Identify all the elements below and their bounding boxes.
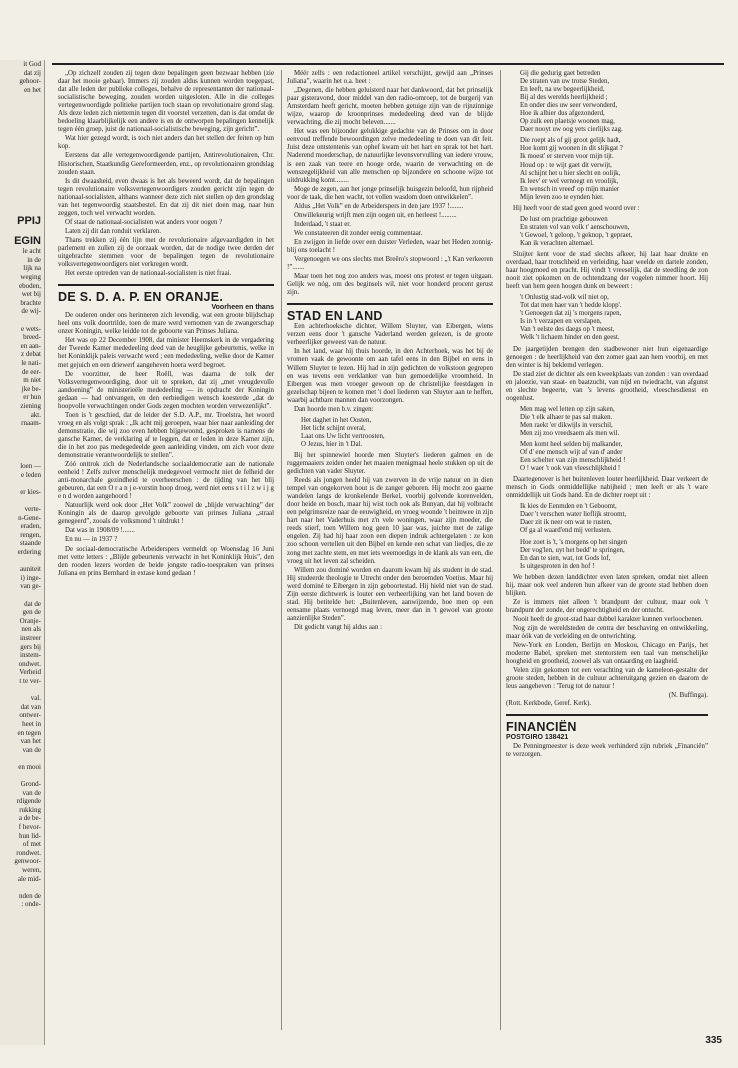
strip-line: nen als xyxy=(21,625,41,634)
strip-line: rondwet. xyxy=(16,848,41,857)
poem xyxy=(520,406,708,473)
strip-line: m niet xyxy=(23,376,41,385)
strip-line: heet in xyxy=(22,719,41,728)
strip-line xyxy=(0,479,44,488)
strip-line xyxy=(0,436,44,445)
poem-line: 't Gewoel, 't geloop, 't geknop, 't gepraet, xyxy=(520,231,633,239)
paragraph: New-York en Londen, Berlijn en Moskou, Chicago en Parijs, het moderne Babel, spreken met stentorstem een taal van menschelijke hoogheid en grootheid, zoowel als van ontaarding en laagheid. xyxy=(506,642,708,666)
strip-line: rnaam- xyxy=(21,419,41,428)
article-heading: DE S. D. A. P. EN ORANJE. xyxy=(58,290,224,305)
paragraph: Nooit heeft de groot-stad haar dubbel karakter kunnen verloochenen. xyxy=(513,615,703,623)
paragraph: De stad ziet de dichter als een kweekplaats van zonden : van overdaad en jaloezie, van staat- en baatzucht, van nijd en twiedracht, van afgunst en slechte begeerte, van 's levens grootheid, vleeschesdienst en oogenlust. xyxy=(506,370,708,402)
strip-line: eraden, xyxy=(20,522,41,531)
poem-line: Daer 't verschen water lieflijk stroomt, xyxy=(520,511,627,519)
poem-line: En straten vol van volk t' aenschouwen, xyxy=(520,223,630,231)
paragraph: Daartegenover is het buitenleven louter heerlijkheid. Daar verkeert de mensch in Gods onmiddellijke nabijheid ; men leeft er als 't ware onmiddellijk uit Gods hand. En de dichter roept uit : xyxy=(506,476,708,500)
paragraph: Nog zijn de wereldsteden de centra der beschaving en ontwikkeling, maar óók van de verleiding en de ontwrichting. xyxy=(506,625,708,641)
strip-line: z debat xyxy=(20,350,41,359)
strip-line xyxy=(0,146,44,155)
strip-line: EGIN xyxy=(14,235,41,248)
strip-line: i) inge- xyxy=(20,573,41,582)
page-number: 335 xyxy=(705,1035,722,1046)
poem-line: Houd op : te wijt gaet dit verwijt, xyxy=(520,161,612,169)
paragraph: Inderdaad, 't staat er. xyxy=(294,220,351,228)
strip-line xyxy=(0,206,44,215)
strip-line: gers bij xyxy=(20,642,41,651)
strip-line: weren, xyxy=(22,866,41,875)
strip-line: van de xyxy=(22,745,41,754)
poem-line: Tot dat men haer van 't hedde klopp'. xyxy=(520,302,622,310)
strip-line: brachte xyxy=(20,298,41,307)
paragraph: Dan hoorde men b.v. zingen: xyxy=(294,405,374,413)
paragraph: Sluijter kent voor de stad slechts afkeer, hij laat haar drukte en overdaad, haar trotschheid en verleiding, haar weelde en dartele zonden, haar hoogmoed en pracht. Hij vindt 't vreeselijk, dat de steedling de zon nooit ziet opkomen en de ochtendzang der vogelen nimmer hoort. Hij heeft van hem geen hoogen dunk en beweert : xyxy=(506,250,708,291)
poem-line: Men zij zoo vreedsaem als men wil. xyxy=(520,429,620,437)
paragraph: Of staat de nationaal-socialisten wat anders voor oogen ? xyxy=(65,218,223,226)
strip-line xyxy=(0,454,44,463)
strip-line: gen de xyxy=(22,608,41,617)
strip-line xyxy=(0,189,44,198)
paragraph: Een achterhoeksche dichter, Willem Sluyter, van Eibergen, wiens verzen eens door 't gansche Vaderland werden gelezen, is de groote verheerlijker geweest van de natuur. xyxy=(287,323,493,347)
strip-line: le acht xyxy=(22,247,41,256)
strip-line: instem- xyxy=(20,651,41,660)
poem-line: 't Genoegen dat zij 's morgens rapen, xyxy=(520,310,622,318)
poem-line: Kan ik verachten altemael. xyxy=(520,239,594,247)
paragraph: In het land, waar hij thuis hoorde, in den Achterhoek, was het bij de vromen vaak de gewoonte om aan tafel eens in den Bijbel en eens in Willem Sluyter te lezen. Hij had in zijn gedichten de volkstoon gegrepen en was tevens een verklanker van hun gemoedelijke vroomheid. In Eibergen was men vroeger gewoon op de christelijke feestdagen in gezelschap bijeen te komen met 't doel liederen van Sluyter aan te heffen, waarbij achtbare mannen dan voorzongen. xyxy=(287,348,493,404)
poem-line: Ik kies de Eenmden en 't Geboomt, xyxy=(520,503,617,511)
poem-line: Die roept als of gij groot gelijk hadt, xyxy=(520,137,621,145)
strip-line xyxy=(0,137,44,146)
article-subheading: Voorheen en thans xyxy=(211,304,274,312)
paragraph: Is dit dwaasheid, even dwaas is het als beweerd wordt, dat de bepalingen tegen revolutionaire volksvertegenwoordigers zouden gericht zijn tegen de nationaal-socialisten, althans wanneer deze zich niet stellen op den grondslag van het tegenwoordig staatsbestel. En dat zij dit niet doen mag, naar hun zeggen, toch wel verwacht worden. xyxy=(58,177,274,217)
strip-line: en aan- xyxy=(20,341,41,350)
strip-line: hun lid- xyxy=(19,831,41,840)
paragraph: Het was een bijzonder gelukkige gedachte van de Prinses om in door eenvoud treffende bewoordingen zelve mededeeling te doen van dit feit. Juist deze ontstentenis van ophef kwam uit het hart en sprak tot het hart. Naderend moederschap, de natuurlijke levensvervulling van iedere vrouw, is een zaak van teere en hooge orde, waarin de verwachting en de wenszegelijkheid van alle menschen op bijzondere en schoone wijze tot uitdrukking komt........ xyxy=(287,128,493,184)
strip-line: of met xyxy=(22,840,41,849)
paragraph: En nu — in 1937 ? xyxy=(65,536,118,544)
strip-line: de wij- xyxy=(21,307,41,316)
strip-line: instreer xyxy=(20,634,41,642)
strip-line xyxy=(0,591,44,600)
poem-line: Op zulk een plaetsje woonen mag, xyxy=(520,118,615,126)
poem xyxy=(520,294,708,342)
strip-line: en het xyxy=(24,85,41,94)
source-line: (Rott. Kerkbode, Geref. Kerk). xyxy=(506,700,592,708)
poem-line: Laat ons Uw licht vertroosten, xyxy=(301,432,385,440)
strip-line: gehoor- xyxy=(19,77,41,86)
strip-line: eboden, xyxy=(19,281,41,290)
poem-line: Men komt heel selden bij malkander, xyxy=(520,441,623,449)
strip-line: ondwet. xyxy=(18,659,41,668)
strip-line xyxy=(0,227,44,236)
strip-line: erdering xyxy=(17,548,41,557)
strip-line xyxy=(0,120,44,129)
paragraph: Het eerste optreden van de nationaal-socialisten is niet fraai. xyxy=(65,270,232,278)
column-divider-1 xyxy=(281,70,282,1030)
poem xyxy=(520,503,708,570)
paragraph: Vergenoegen we ons slechts met Breêro's stopwoord : „'t Kan verkeeren !”....... xyxy=(287,256,493,272)
strip-line xyxy=(0,428,44,437)
paragraph: Bij het spinnewiel hoorde men Sluyter's liederen galmen en de ruggemaaiers zeiden onder het maaien menigmaal heele stukken op uit de gedichten van vader Sluyter. xyxy=(287,451,493,476)
paragraph: Wat hier gezegd wordt, is toch niet anders dan het stellen der feiten op hun kop. xyxy=(58,135,274,151)
strip-line: Verheid xyxy=(19,668,41,677)
column-2 xyxy=(287,70,493,1030)
strip-line: staande xyxy=(20,539,41,548)
poem-line: Al schijnt het u hier slecht en oolijk, xyxy=(520,169,621,177)
strip-line: ziening xyxy=(20,401,41,410)
paragraph: Maar toen het nog zoo anders was, moest ons protest er tegen uitgaan. Gelijk we nóg, om des beginsels wil, niet voor honderd procent gerust zijn. xyxy=(287,273,493,297)
paragraph: Reeds als jongen heeld hij van zwerven in de vrije natuur en in dien tempel van ongekorven hout is de zanger geboren. Hij mocht zoo gaarne wandelen langs de kronkelende Berkel, voorbij golvende korenvelden, door heide en bosch, maar hij wist toch ook als Bunyan, dat hij volbracht een pelgrimsreize naar de eeuwigheid, en vroeg woonde 't heimwee in zijn hart naar het Vaderhuis met z'n vele woningen, waar zijn moeder, die reeds stierf, toen Willem nog geen 10 jaar was, juichte met de zalige engelen. Zij had hij haar zoon een diepen indruk achtergelaten : ze kon zoo schoon vertellen uit den Bijbel en kende een schat van liedjes, die ze zong met zachte stem, en met iets weemoedigs in de klank als van een, die vroeg uit het leven zal scheiden. xyxy=(287,477,493,565)
strip-line: er hun xyxy=(23,393,41,402)
strip-line: er kies- xyxy=(20,487,41,496)
strip-line xyxy=(0,172,44,181)
article-header-stad-en-land xyxy=(287,303,493,323)
paragraph: „Op zichzelf zouden zij tegen deze bepalingen geen bezwaar hebben (zie daar het mooie gebaar). Immers zij zouden aldus kunnen worden toegepast, dat alle leden der publieke colleges, behalve de representanten der nationaal-socialistische beweging, zouden worden uitgesloten. Alle in die colleges vertegenwoordigde politieke partijen toch staan op revolutionaire grond slag. Als deze leden zich niettemin tegen dit voorstel verzetten, dan is dat omdat de bedoeling klaarblijkelijk een andere is en de ontworpen bepalingen kennelijk tegen één groep, juist de nationaal-socialistische beweging, zijn gericht”. xyxy=(58,70,274,134)
paragraph: Dat was in 1908/09 !....... xyxy=(65,527,135,535)
article-heading: STAD EN LAND xyxy=(287,309,383,324)
poem-line: Het licht schijnt overal, xyxy=(301,424,366,432)
paragraph: Moge de zegen, aan het jonge prinselijk huisgezin beloofd, hun rijpheid voor de taak, die hen wacht, tot vollen wasdom doen ontwikkelen”. xyxy=(287,185,493,201)
strip-line: f hevor- xyxy=(18,823,41,832)
strip-line: genwoor- xyxy=(14,857,41,866)
poem-line: En leeft, na uw begeerlijkheid, xyxy=(520,86,605,94)
article-heading: FINANCIËN xyxy=(506,720,577,735)
paragraph: De jaargetijden brengen den stadbewoner niet hun eigenaardige genoegen : de heerlijkheid van den zomer gaat aan hem voorbij, en met den winter is hij beklemd verlegen. xyxy=(506,345,708,369)
strip-line xyxy=(0,155,44,164)
strip-line xyxy=(0,112,44,121)
strip-line: : onde- xyxy=(21,900,41,909)
poem-line: Ik leev' er wel vernoegt en vroolijk, xyxy=(520,177,619,185)
poem-line: Men mag wel letten op zijn saken, xyxy=(520,405,615,413)
article-header-sdap xyxy=(58,284,274,312)
paragraph: Eerstens dat alle vertegenwoordigende partijen, Antirevolutionairen, Chr. Historischen, Staatkundig Gereformeerden, enz., op revolutionairen grondslag zouden staan. xyxy=(58,152,274,176)
strip-line: breed- xyxy=(23,333,41,342)
strip-line: lijk na xyxy=(23,264,41,273)
poem xyxy=(301,417,493,449)
poem-line: En wensch in vreed' op mijn manier xyxy=(520,185,620,193)
strip-line: ale mid- xyxy=(17,874,41,883)
strip-line xyxy=(0,94,44,103)
strip-line: weging xyxy=(20,273,41,282)
paragraph: Thans trekken zij één lijn met de revolutionaire afgevaardigden in het parlement en zullen zij de oorzaak worden, dat de nodige twee derden der uitgebrachte stemmen voor de bepalingen tegen de revolutionaire volksvertegenwoordigers niet verkregen wordt. xyxy=(58,236,274,269)
poem-line: Is in 't verzapen en verslapen, xyxy=(520,318,602,326)
strip-line xyxy=(0,557,44,566)
column-1 xyxy=(58,70,274,1030)
strip-line xyxy=(0,445,44,454)
poem-line: Bij al des werelds heerlijkheid ; xyxy=(520,94,608,102)
postgiro-number: POSTGIRO 138421 xyxy=(506,734,569,742)
strip-line: de eer- xyxy=(21,367,41,376)
paragraph: De Penningmeester is deze week verhinderd zijn rubriek „Financiën” te verzorgen. xyxy=(506,742,708,758)
paragraph: Toen is 't geschied, dat de leider der S.D. A.P., mr. Troelstra, het woord vroeg en als volgt sprak : „Ik acht mij geroepen, waar hier naar aanleiding der demonstratie, die wij zoo even hebben bijgewoond, gesproken is namens de gansche Kamer, de verklaring af te leggen, dat er leden in deze Kamer zijn, die in het zoo pas medegedeelde geen aanleiding vinden, om zich voor deze demonstratie verantwoordelijk te stellen”. xyxy=(58,411,274,460)
paragraph: Willem zou dominé worden en daarom kwam hij als student in de stad. Hij studeerde theologie te Utrecht onder den beroemden Voetius. Maar hij werd dominé te Eibergen in zijn geboortestad. Hij hield niet van de stad. Zijn eerste dichtwerk is louter een verheerlijking van het land boven de stad. Hij betitelde het: „Buitenleven, aanwijzende, hoe men op een eensame plaats vernoegd mag leven, meer dan in 't gewoel van groote aanzienlijke Steden”. xyxy=(287,566,493,622)
strip-line: it God xyxy=(23,60,41,68)
poem-line: Of ga al waard'end mij verlusten. xyxy=(520,527,612,535)
paragraph: Zóó onttrok zich de Nederlandsche sociaaldemocratie aan de nationale eenheid ! Zelfs zulver menschelijk medegevoel vermocht niet de felheid der anti-monarchale gezindheid te overheerschen : de tijding van het blij gebeuren, dat een O r a n j e-vorstin hoop droeg, werd niet eens s t i l z w i j g e n d worden aangehoord ! xyxy=(58,461,274,501)
attribution: (N. Buffinga). xyxy=(668,692,708,700)
paragraph: Natuurlijk werd ook door „Het Volk” zoowel de „blijde verwachting” der Koningin als de daarop gevolgde geboorte van prinses Juliana „straal genegeerd”, zooals de volksmond 't uitdrukt ! xyxy=(58,502,274,526)
strip-line: n-Gene- xyxy=(18,513,41,522)
poem-line: Het daghet in het Oosten, xyxy=(301,416,372,424)
column-3 xyxy=(506,70,708,1000)
top-rule xyxy=(52,63,724,65)
previous-page-strip xyxy=(0,60,45,1045)
paragraph: De voorzitter, de heer Roëll, was daarna de tolk der Volksvertegenwoordiging, door uit te spreken, dat zij „met vreugdevolle aandoening” de ministerieële mededeeling — in opdracht der Koningin gedaan — had ontvangen, en den eerbiedigen wensch koesterde „dat de hoopvolle verwachtingen onder Gods zegen mochten worden verwezenlijkt”. xyxy=(58,370,274,410)
paragraph: We constateeren dit zonder eenig commentaar. xyxy=(294,229,423,237)
poem-line: Hoe zoet is 't, 's morgens op het singen xyxy=(520,538,628,546)
strip-line xyxy=(0,316,44,325)
poem-line: Daer nooyt uw oog yets cierlijks zag. xyxy=(520,126,623,134)
strip-line: dat van xyxy=(20,702,41,711)
strip-line: en tegen xyxy=(17,728,41,737)
strip-line xyxy=(0,163,44,172)
column-divider-2 xyxy=(500,70,501,1030)
paragraph: De sociaal-democratische Arbeiderspers vermeldt op Woensdag 16 Juni met vette letters : „Blijde gebeurtenis verwacht in het Koninklijk Huis”, den den rooden lezers worden de beide jongste radio-toespraken van prinses Juliana en prins Bernhard in extase kond gedaan ! xyxy=(58,545,274,577)
poem-line: Der vog'len, uyt het bedd' te springen, xyxy=(520,546,625,554)
strip-line: le nati- xyxy=(21,359,41,367)
poem-line: Is uitgesproten in den hof ! xyxy=(520,562,595,570)
poem-line: Een schelter van zijn menschlijkheid ! xyxy=(520,457,626,465)
poem-line: O ! waer 't ook van vleeschlijkheid ! xyxy=(520,465,621,473)
strip-line: dat zij xyxy=(23,68,41,77)
strip-line: e wets- xyxy=(20,324,41,333)
poem-line: Hoe ik alhier dus afgezonderd, xyxy=(520,110,605,118)
poem-line: Men raekt 'er dikwijls in verschil, xyxy=(520,421,613,429)
strip-line: PPIJ xyxy=(17,214,41,227)
strip-line: rdigende xyxy=(16,797,41,806)
paragraph: Méér zelfs : een redactioneel artikel verschijnt, gewijd aan „Prinses Juliana”, waarin het o.a. heet : xyxy=(287,70,493,86)
paragraph: Ze is immers niet alleen 't brandpunt der cultuur, maar ook 't brandpunt der zonde, der ongerechtigheid en der ontucht. xyxy=(506,598,708,614)
paragraph: Laten zij dit dan ronduit verklaren. xyxy=(65,227,162,235)
poem-line: Die 't elk alhaer te pas sal maken. xyxy=(520,413,613,421)
strip-line: a de be- xyxy=(18,814,41,823)
paragraph: „Degenen, die hebben geluisterd naar het dankwoord, dat het prinselijk paar gisteravond, door middel van den radio-omroep, tot de burgerij van Amsterdam heeft gericht, moeten hebben getuige zijn van de rijnzinnige wijze, waarop de kroonprinses mededeeling deed van de blijde verwachting, die zij mocht beleven....... xyxy=(287,87,493,127)
paragraph: Velen zijn gekomen tot een verachting van de kameleon-gestalte der groote steden, hebben in de cultuur achteruitgang gezien en daarom de leus aangeheven : 'Terug tot de natuur ! xyxy=(506,667,708,691)
strip-line: van ge- xyxy=(20,582,41,591)
poem-line: O Jezus, hier in 't Dal. xyxy=(301,440,363,448)
poem-line: De straten van uw trotse Steden, xyxy=(520,78,610,86)
strip-line xyxy=(0,180,44,189)
paragraph: Het was op 22 December 1908, dat minister Heemskerk in de vergadering der Tweede Kamer mededeeling deed van de heuglijke gebeurtenis, welke in het Koninklijk paleis verwacht werd ; een mededeeling, welke door de Kamer met gejuich en een driewerf aangeheven hoera werd begroet. xyxy=(58,337,274,369)
paragraph: Aldus „Het Volk” en de Arbeiderspers in den jare 1937 !........ xyxy=(294,202,464,210)
strip-line: dat de xyxy=(24,599,41,608)
strip-line xyxy=(0,198,44,207)
strip-line: akt. xyxy=(30,410,41,419)
strip-line xyxy=(0,103,44,112)
strip-line xyxy=(0,883,44,892)
strip-line xyxy=(0,754,44,763)
strip-line: en mooi xyxy=(18,762,41,771)
paragraph: We hebben dezen landdichter even laten spreken, omdat niet alleen hij, maar ook veel anderen hun afkeer van de groote stad hebben doen blijken. xyxy=(506,573,708,597)
strip-line: auniteit xyxy=(20,565,41,574)
poem-line: Van 't eelste des daegs op 't meest, xyxy=(520,326,615,334)
strip-line: van de xyxy=(22,788,41,797)
poem-line: De lust om prachtige gebouwen xyxy=(520,215,608,223)
strip-line: val. xyxy=(30,694,41,703)
poem xyxy=(520,70,708,202)
strip-line xyxy=(0,772,44,781)
strip-line: nden de xyxy=(19,891,41,900)
strip-line: rukking xyxy=(19,805,41,814)
poem-line: Gij die gedurig gaet betreden xyxy=(520,70,601,77)
strip-line: in de xyxy=(27,255,41,264)
strip-line: ontwer- xyxy=(19,711,41,720)
strip-line: Oranje- xyxy=(19,616,41,625)
strip-line xyxy=(0,686,44,695)
paragraph: Onwillekeurig wrijft men zijn oogen uit, en herleest !......... xyxy=(294,211,457,219)
article-header-financien xyxy=(506,714,708,742)
poem xyxy=(520,216,708,248)
strip-line: e leden xyxy=(20,470,41,479)
paragraph: De ouderen onder ons herinneren zich levendig, wat een groote blijdschap heel ons volk doortrilde, toen de mare werd vernomen van de zwangerschap onzer Koningin, welke leidde tot de geboorte van Prinses Juliana. xyxy=(58,312,274,336)
paragraph: En zwijgen in liefde over een duister Verleden, waar het Heden zonnig-blij ons toelacht ! xyxy=(287,238,493,254)
poem-line: Mijn leven zoo te eynden hier. xyxy=(520,193,604,201)
poem-line: Welk 't lichaem hinder en den geest. xyxy=(520,334,620,342)
poem-line: Hoe komt gij woonen in dit slijkgat ? xyxy=(520,145,623,153)
strip-line xyxy=(0,129,44,138)
strip-line: Grond- xyxy=(20,780,41,789)
poem-line: En onder dies uw seer verwonderd, xyxy=(520,102,618,110)
strip-line: loen — xyxy=(20,462,41,471)
strip-line: verte- xyxy=(24,505,41,514)
paragraph: Hij heeft voor de stad geen goed woord over : xyxy=(513,204,640,212)
poem-line: 't Onlustig stad-volk wil niet op, xyxy=(520,294,609,302)
poem-line: Ik moest' er sterven voor mijn tijt. xyxy=(520,153,614,161)
strip-line: rengen, xyxy=(20,530,41,539)
poem-line: En dan te sien, wat, tot Gods lof, xyxy=(520,554,611,562)
strip-line: jke be- xyxy=(21,384,41,393)
poem-line: Daer zit ik neer om wat te rusten, xyxy=(520,519,612,527)
paragraph: Dit gedicht vangt hij aldus aan : xyxy=(294,623,383,631)
strip-line xyxy=(0,497,44,506)
strip-line: t te ver- xyxy=(19,676,41,685)
strip-line: van het xyxy=(20,737,41,746)
strip-line: wet bij xyxy=(21,290,41,299)
poem-line: Of d' ene mensch wijt af van d' ander xyxy=(520,449,623,457)
